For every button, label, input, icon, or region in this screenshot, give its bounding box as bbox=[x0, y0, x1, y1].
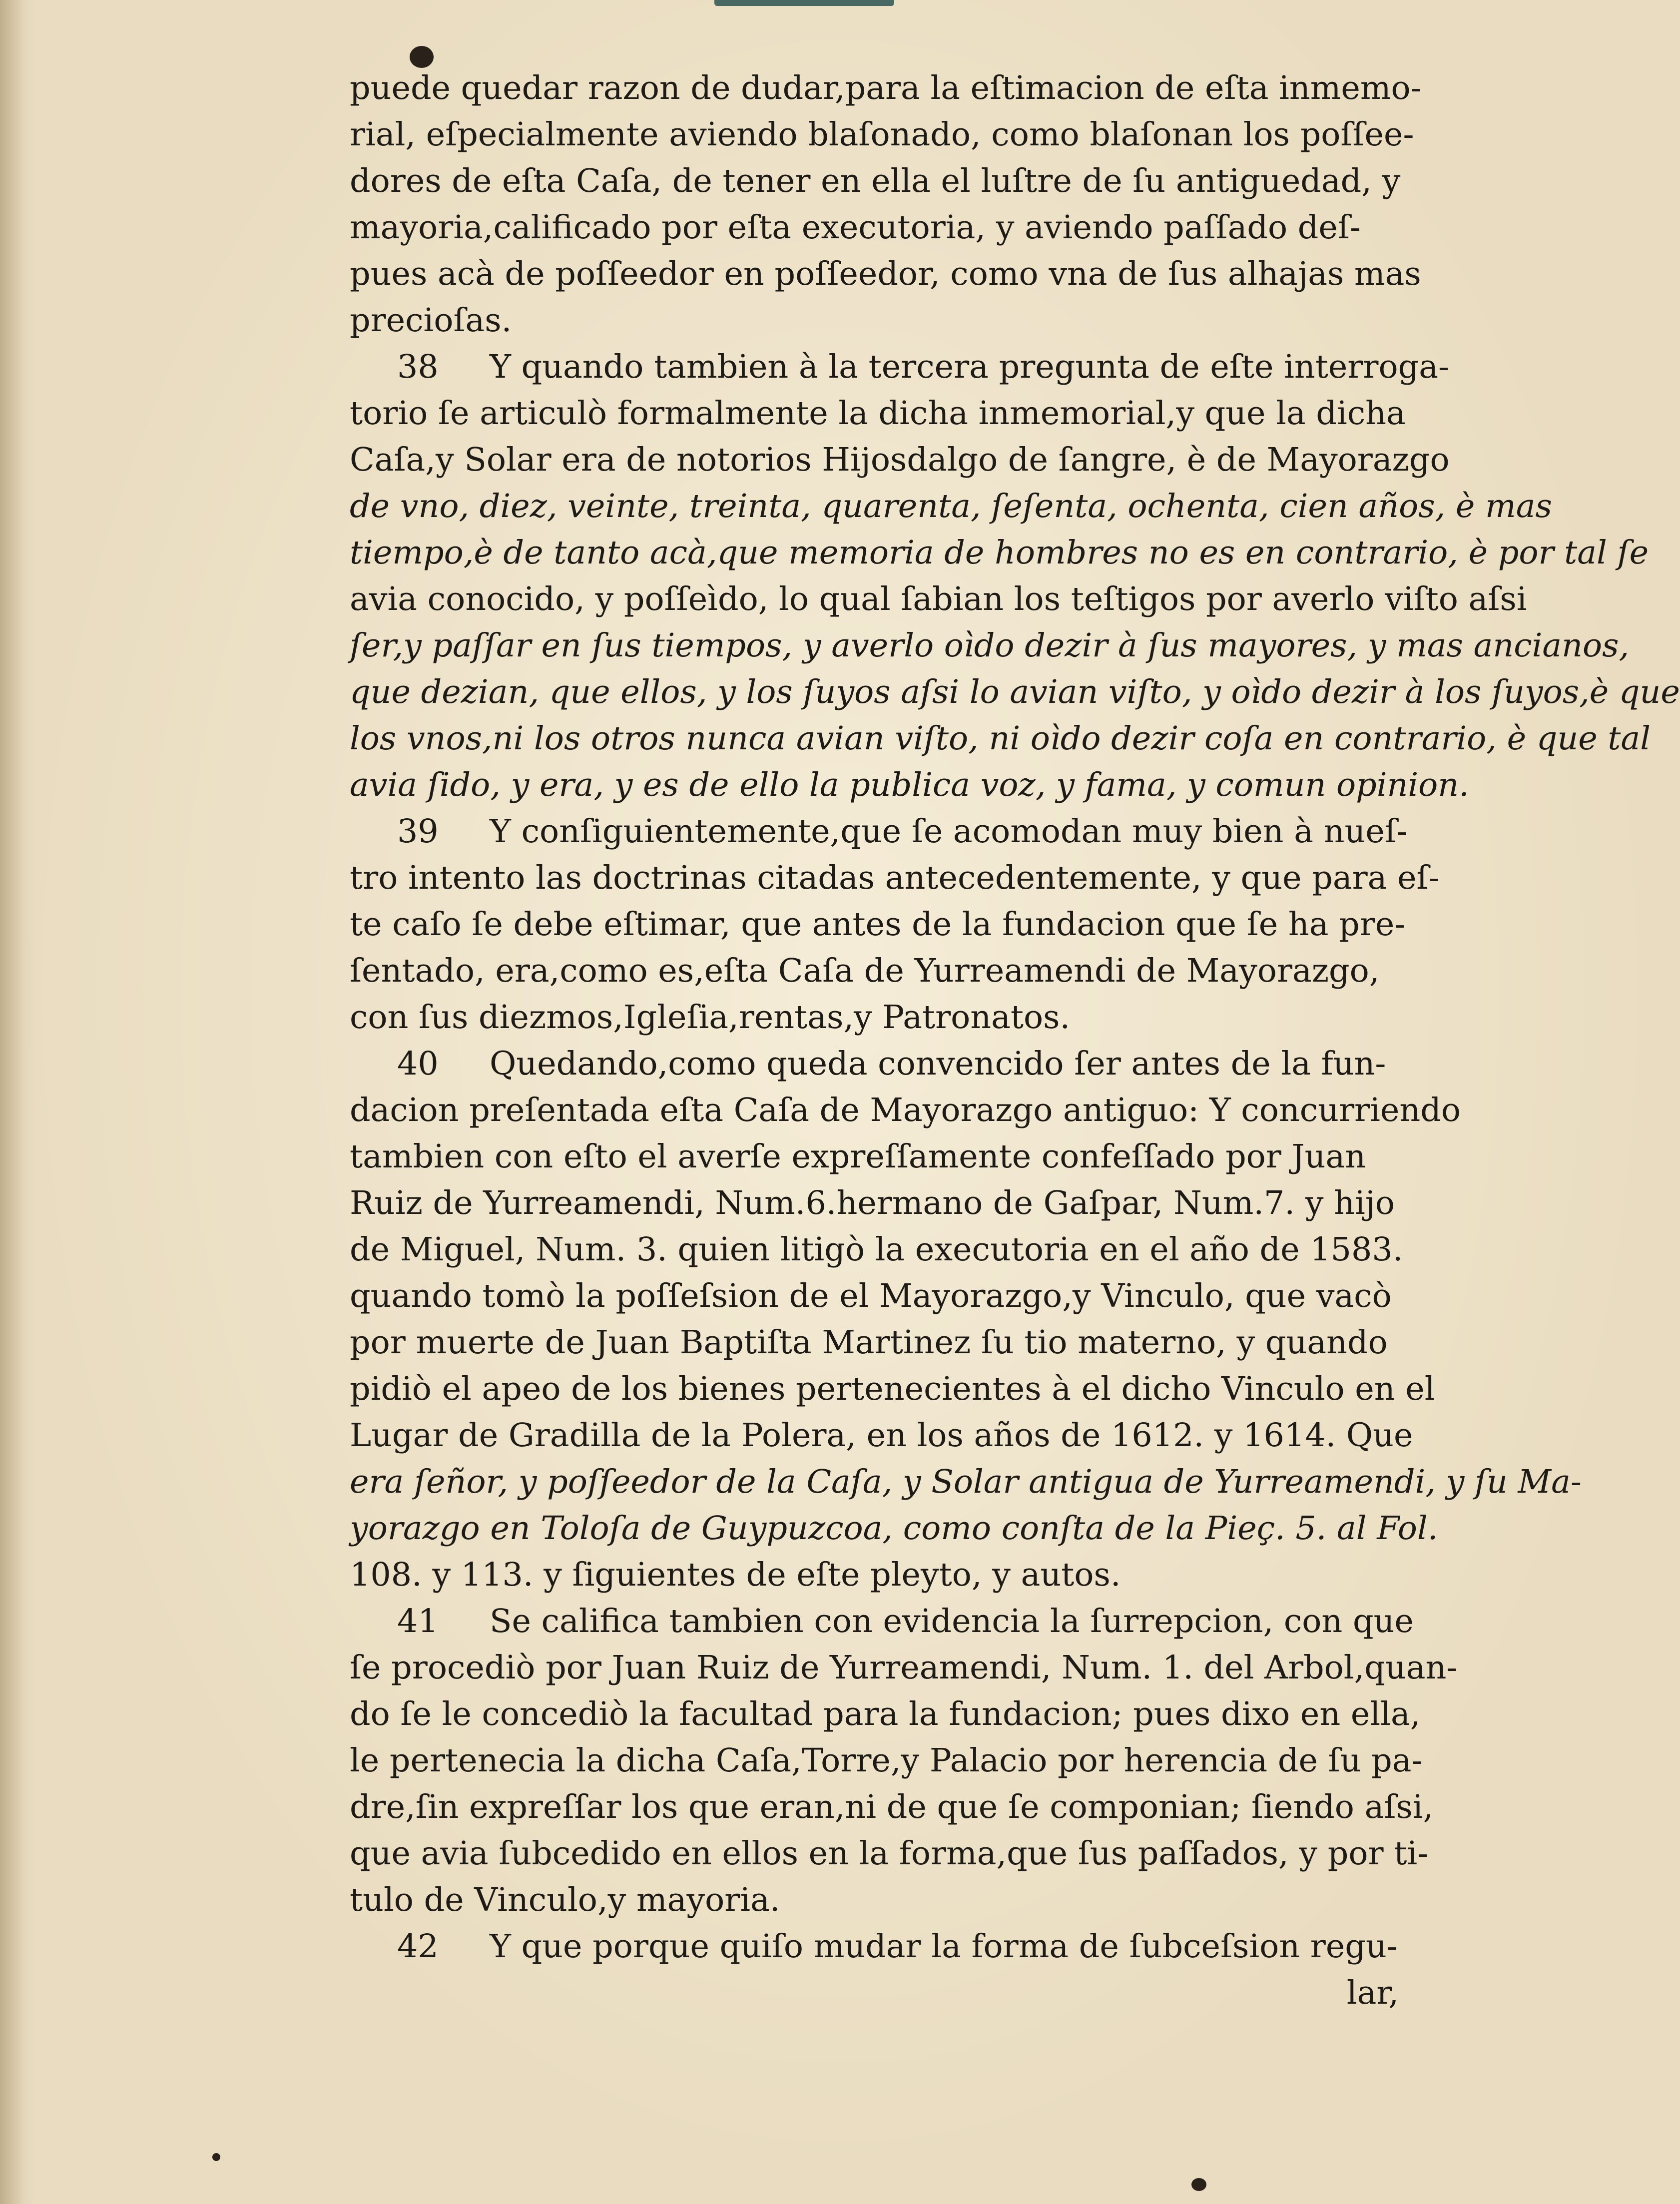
text-line: ſe procediò por Juan Ruiz de Yurreamendi, Num. 1. del Arbol,quan- bbox=[350, 1649, 1458, 1686]
document-body bbox=[350, 65, 1680, 2016]
text-line: avia ſido, y era, y es de ello la publica voz, y fama, y comun opinion. bbox=[350, 766, 1469, 804]
text-line: dacion preſentada eſta Caſa de Mayorazgo antiguo: Y concurriendo bbox=[350, 1092, 1461, 1129]
text-line: te caſo ſe debe eſtimar, que antes de la fundacion que ſe ha pre- bbox=[350, 906, 1406, 943]
text-line: pues acà de poſſeedor en poſſeedor, como vna de ſus alhajas mas bbox=[350, 255, 1421, 293]
text-line: que avia ſubcedido en ellos en la forma,que ſus paſſados, y por ti- bbox=[350, 1835, 1429, 1872]
text-line: Caſa,y Solar era de notorios Hijosdalgo de ſangre, è de Mayorazgo bbox=[350, 441, 1450, 479]
paragraph-number: 39 bbox=[397, 813, 439, 850]
text-line: Y conſiguientemente,que ſe acomodan muy bien à nueſ- bbox=[490, 813, 1408, 850]
text-line: precioſas. bbox=[350, 302, 512, 339]
opening-lines bbox=[350, 65, 1422, 344]
paragraph-number: 41 bbox=[397, 1603, 439, 1640]
text-line: dre,ſin expreſſar los que eran,ni de que ſe componian; ſiendo aſsi, bbox=[350, 1788, 1434, 1826]
catchword: lar, bbox=[1346, 1974, 1399, 2012]
text-line: Se califica tambien con evidencia la ſurrepcion, con que bbox=[490, 1603, 1414, 1640]
text-line: era ſeñor, y poſſeedor de la Caſa, y Solar antigua de Yurreamendi, y ſu Ma- bbox=[350, 1463, 1582, 1501]
text-line: por muerte de Juan Baptiſta Martinez ſu tio materno, y quando bbox=[350, 1324, 1388, 1361]
text-line: le pertenecia la dicha Caſa,Torre,y Palacio por herencia de ſu pa- bbox=[350, 1742, 1423, 1779]
text-line: 108. y 113. y ſiguientes de eſte pleyto, y autos. bbox=[350, 1556, 1121, 1594]
paragraph-first-line bbox=[397, 808, 1408, 855]
text-line: puede quedar razon de dudar,para la eſtimacion de eſta inmemo- bbox=[350, 69, 1422, 107]
text-line: tambien con eſto el averſe expreſſamente confeſſado por Juan bbox=[350, 1138, 1366, 1175]
text-line: pidiò el apeo de los bienes pertenecientes à el dicho Vinculo en el bbox=[350, 1370, 1435, 1408]
text-line: torio ſe articulò formalmente la dicha inmemorial,y que la dicha bbox=[350, 395, 1406, 432]
text-line: con ſus diezmos,Igleſia,rentas,y Patronatos. bbox=[350, 999, 1071, 1036]
text-line: tiempo,è de tanto acà,que memoria de hombres no es en contrario, è por tal ſe bbox=[350, 534, 1649, 571]
text-line: Quedando,como queda convencido ſer antes de la fun- bbox=[490, 1045, 1386, 1083]
paragraph-first-line bbox=[397, 344, 1449, 390]
text-line: Ruiz de Yurreamendi, Num.6.hermano de Gaſpar, Num.7. y hijo bbox=[350, 1184, 1395, 1222]
text-line: ſer,y paſſar en ſus tiempos, y averlo oìdo dezir à ſus mayores, y mas ancianos, bbox=[350, 627, 1630, 664]
paragraph-42 bbox=[350, 1923, 1399, 2016]
paragraph-number: 42 bbox=[397, 1928, 439, 1965]
paragraph-first-line bbox=[397, 1041, 1399, 1087]
text-line: Y que porque quiſo mudar la forma de ſubceſsion regu- bbox=[490, 1928, 1398, 1965]
ink-blot bbox=[212, 2153, 220, 2161]
paragraph-40 bbox=[350, 1041, 1582, 1598]
text-line: avia conocido, y poſſeìdo, lo qual ſabian los teſtigos por averlo viſto aſsi bbox=[350, 580, 1527, 618]
paragraph-39 bbox=[350, 808, 1440, 1041]
text-line: rial, eſpecialmente aviendo blaſonado, como blaſonan los poſſee- bbox=[350, 116, 1414, 153]
text-line: yorazgo en Toloſa de Guypuzcoa, como conſta de la Pieç. 5. al Fol. bbox=[350, 1510, 1438, 1547]
text-line: de Miguel, Num. 3. quien litigò la executoria en el año de 1583. bbox=[350, 1231, 1403, 1268]
text-line: mayoria,calificado por eſta executoria, y aviendo paſſado deſ- bbox=[350, 209, 1361, 246]
text-line: do ſe le concediò la facultad para la fundacion; pues dixo en ella, bbox=[350, 1695, 1421, 1733]
text-line: los vnos,ni los otros nunca avian viſto, ni oìdo dezir coſa en contrario, è que tal bbox=[350, 720, 1651, 757]
page-gutter-shadow bbox=[0, 0, 23, 2204]
text-line: quando tomò la poſſeſsion de el Mayorazgo,y Vinculo, que vacò bbox=[350, 1277, 1392, 1315]
text-line: tulo de Vinculo,y mayoria. bbox=[350, 1881, 780, 1919]
text-line: que dezian, que ellos, y los ſuyos aſsi lo avian viſto, y oìdo dezir à los ſuyos,è que bbox=[350, 673, 1680, 711]
text-line: Y quando tambien à la tercera pregunta de eſte interroga- bbox=[490, 348, 1449, 386]
text-line: Lugar de Gradilla de la Polera, en los años de 1612. y 1614. Que bbox=[350, 1417, 1413, 1454]
paragraph-first-line bbox=[397, 1598, 1414, 1645]
binding-mark bbox=[714, 0, 894, 6]
text-line: de vno, diez, veinte, treinta, quarenta, ſeſenta, ochenta, cien años, è mas bbox=[350, 488, 1552, 525]
paragraph-number: 40 bbox=[397, 1045, 439, 1083]
paragraph-number: 38 bbox=[397, 348, 439, 386]
paragraph-38 bbox=[350, 344, 1680, 808]
text-line: ſentado, era,como es,eſta Caſa de Yurreamendi de Mayorazgo, bbox=[350, 952, 1380, 990]
ink-blot bbox=[1191, 2178, 1206, 2191]
text-line: tro intento las doctrinas citadas antecedentemente, y que para eſ- bbox=[350, 859, 1440, 897]
paragraph-41 bbox=[350, 1598, 1458, 1923]
text-line: dores de eſta Caſa, de tener en ella el luſtre de ſu antiguedad, y bbox=[350, 162, 1401, 200]
paragraph-first-line bbox=[397, 1923, 1399, 1970]
